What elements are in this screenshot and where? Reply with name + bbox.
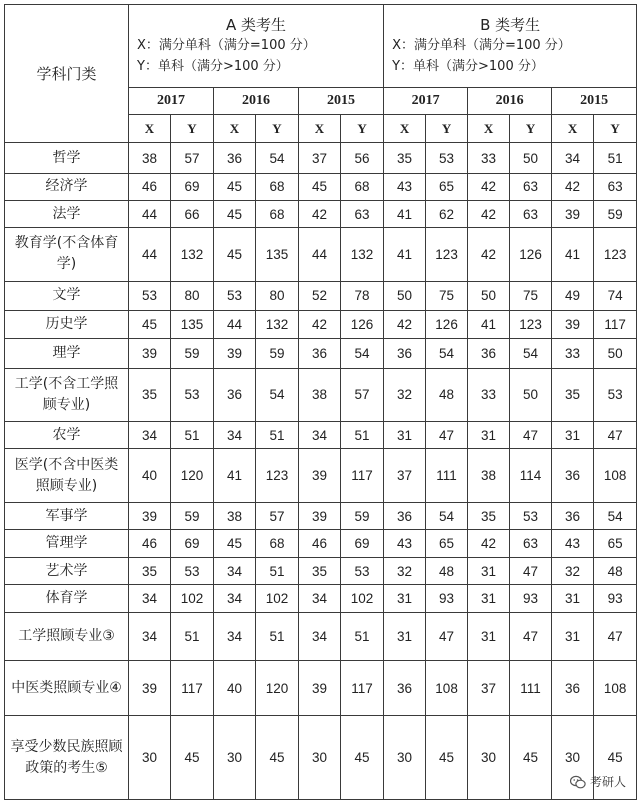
score-cell: 48 (594, 558, 637, 584)
table-row (5, 612, 637, 660)
score-cell: 123 (426, 228, 468, 282)
score-cell: 59 (171, 339, 214, 368)
year-header: 2017 (384, 87, 468, 114)
score-cell: 51 (171, 422, 214, 449)
score-cell: 93 (510, 584, 552, 612)
xy-header: X (299, 115, 341, 143)
score-cell: 65 (426, 173, 468, 200)
score-cell: 68 (256, 173, 299, 200)
score-cell: 132 (171, 228, 214, 282)
table-row (5, 584, 637, 612)
table-row (5, 558, 637, 584)
score-cell: 111 (426, 449, 468, 503)
score-cell: 32 (384, 558, 426, 584)
score-cell: 48 (426, 368, 468, 422)
score-cell: 36 (384, 661, 426, 716)
subject-cell: 享受少数民族照顾政策的考生⑤ (5, 716, 129, 800)
score-cell: 31 (552, 422, 594, 449)
score-cell: 54 (594, 502, 637, 529)
score-cell: 39 (129, 339, 171, 368)
score-cell: 50 (510, 368, 552, 422)
score-cell: 51 (256, 612, 299, 660)
score-cell: 32 (552, 558, 594, 584)
score-cell: 80 (256, 281, 299, 310)
score-cell: 47 (426, 422, 468, 449)
score-cell: 34 (129, 584, 171, 612)
score-cell: 44 (129, 228, 171, 282)
score-cell: 74 (594, 281, 637, 310)
subject-cell: 经济学 (5, 173, 129, 200)
score-cell: 39 (214, 339, 256, 368)
score-cell: 66 (171, 200, 214, 227)
subject-cell: 历史学 (5, 311, 129, 339)
xy-header: Y (341, 115, 384, 143)
score-cell: 126 (341, 311, 384, 339)
score-cell: 36 (552, 661, 594, 716)
score-cell: 36 (552, 502, 594, 529)
score-cell: 69 (171, 173, 214, 200)
group-b-x-desc: X：满分单科（满分=100 分） (392, 37, 571, 53)
score-cell: 42 (299, 311, 341, 339)
xy-header: Y (510, 115, 552, 143)
score-cell: 56 (341, 143, 384, 173)
score-cell: 34 (299, 422, 341, 449)
score-cell: 120 (171, 449, 214, 503)
score-cell: 41 (384, 200, 426, 227)
watermark-text: 考研人 (589, 775, 626, 789)
score-cell: 42 (552, 173, 594, 200)
score-cell: 75 (510, 281, 552, 310)
score-cell: 41 (552, 228, 594, 282)
score-cell: 63 (510, 200, 552, 227)
score-cell: 45 (426, 716, 468, 800)
score-cell: 53 (341, 558, 384, 584)
score-cell: 68 (256, 200, 299, 227)
score-cell: 75 (426, 281, 468, 310)
score-cell: 102 (341, 584, 384, 612)
score-cell: 53 (594, 368, 637, 422)
header-subject-category: 学科门类 (5, 5, 129, 143)
xy-header: Y (171, 115, 214, 143)
score-cell: 31 (468, 422, 510, 449)
year-header: 2015 (552, 87, 637, 114)
score-cell: 34 (299, 612, 341, 660)
score-cell: 35 (129, 558, 171, 584)
group-a-header (129, 5, 384, 88)
score-cell: 42 (468, 173, 510, 200)
table-row (5, 200, 637, 227)
score-cell: 31 (468, 584, 510, 612)
score-cell: 45 (214, 200, 256, 227)
score-cell: 59 (341, 502, 384, 529)
score-cell: 31 (384, 422, 426, 449)
subject-cell: 教育学(不含体育学) (5, 228, 129, 282)
subject-cell: 医学(不含中医类照顾专业) (5, 449, 129, 503)
wechat-icon (570, 775, 586, 789)
score-cell: 42 (468, 228, 510, 282)
group-a-x-desc: X：满分单科（满分=100 分） (137, 37, 316, 53)
subject-cell: 艺术学 (5, 558, 129, 584)
score-cell: 30 (468, 716, 510, 800)
subject-cell: 管理学 (5, 530, 129, 558)
score-cell: 36 (214, 143, 256, 173)
xy-header: Y (256, 115, 299, 143)
score-cell: 37 (468, 661, 510, 716)
score-cell: 114 (510, 449, 552, 503)
xy-header: X (468, 115, 510, 143)
score-cell: 63 (594, 173, 637, 200)
table-row (5, 173, 637, 200)
score-cell: 36 (468, 339, 510, 368)
score-cell: 38 (129, 143, 171, 173)
score-cell: 51 (256, 422, 299, 449)
score-cell: 39 (552, 311, 594, 339)
subject-cell: 工学(不含工学照顾专业) (5, 368, 129, 422)
score-cell: 65 (426, 530, 468, 558)
table-row (5, 422, 637, 449)
score-cell: 123 (594, 228, 637, 282)
score-cell: 68 (256, 530, 299, 558)
score-cell: 135 (171, 311, 214, 339)
score-cell: 65 (594, 530, 637, 558)
score-cell: 39 (299, 502, 341, 529)
table-row (5, 368, 637, 422)
score-cell: 38 (214, 502, 256, 529)
score-cell: 34 (214, 422, 256, 449)
score-cell: 31 (384, 612, 426, 660)
score-cell: 46 (129, 530, 171, 558)
score-cell: 53 (510, 502, 552, 529)
score-cell: 51 (256, 558, 299, 584)
score-cell: 68 (341, 173, 384, 200)
table-row (5, 449, 637, 503)
group-b-y-desc: Y：单科（满分>100 分） (392, 58, 544, 74)
score-cell: 49 (552, 281, 594, 310)
score-cell: 63 (341, 200, 384, 227)
score-cell: 51 (171, 612, 214, 660)
score-cell: 45 (214, 228, 256, 282)
subject-cell: 体育学 (5, 584, 129, 612)
xy-header: Y (426, 115, 468, 143)
score-cell: 42 (384, 311, 426, 339)
score-cell: 32 (384, 368, 426, 422)
score-cell: 93 (594, 584, 637, 612)
score-cell: 35 (299, 558, 341, 584)
score-cell: 102 (171, 584, 214, 612)
score-cell: 39 (129, 502, 171, 529)
score-cell: 31 (468, 558, 510, 584)
score-cell: 30 (129, 716, 171, 800)
xy-header: X (214, 115, 256, 143)
score-cell: 63 (510, 173, 552, 200)
subject-cell: 中医类照顾专业④ (5, 661, 129, 716)
score-cell: 50 (594, 339, 637, 368)
score-cell: 37 (299, 143, 341, 173)
score-cell: 35 (129, 368, 171, 422)
score-cell: 37 (384, 449, 426, 503)
subject-cell: 法学 (5, 200, 129, 227)
score-cell: 135 (256, 228, 299, 282)
score-cell: 39 (552, 200, 594, 227)
table-row (5, 530, 637, 558)
score-cell: 47 (510, 558, 552, 584)
score-cell: 63 (510, 530, 552, 558)
table-row (5, 143, 637, 173)
score-cell: 53 (171, 558, 214, 584)
table-row (5, 716, 637, 800)
score-cell: 45 (214, 530, 256, 558)
score-cell: 117 (171, 661, 214, 716)
score-cell: 93 (426, 584, 468, 612)
score-cell: 45 (299, 173, 341, 200)
score-cell: 40 (214, 661, 256, 716)
score-cell: 35 (384, 143, 426, 173)
table-row (5, 228, 637, 282)
score-cell: 53 (214, 281, 256, 310)
xy-header: Y (594, 115, 637, 143)
score-cell: 108 (426, 661, 468, 716)
score-cell: 47 (510, 612, 552, 660)
score-cell: 59 (171, 502, 214, 529)
score-cell: 45 (510, 716, 552, 800)
score-table (4, 4, 637, 800)
score-cell: 46 (299, 530, 341, 558)
score-cell: 41 (384, 228, 426, 282)
group-b-header (384, 5, 637, 88)
table-row (5, 311, 637, 339)
xy-header: X (384, 115, 426, 143)
score-cell: 53 (426, 143, 468, 173)
score-cell: 45 (214, 173, 256, 200)
score-cell: 31 (552, 612, 594, 660)
score-cell: 57 (171, 143, 214, 173)
score-cell: 111 (510, 661, 552, 716)
score-cell: 43 (552, 530, 594, 558)
score-cell: 132 (341, 228, 384, 282)
score-cell: 117 (341, 661, 384, 716)
score-cell: 34 (129, 612, 171, 660)
subject-cell: 文学 (5, 281, 129, 310)
score-cell: 62 (426, 200, 468, 227)
score-cell: 36 (384, 339, 426, 368)
score-cell: 51 (341, 612, 384, 660)
score-cell: 51 (341, 422, 384, 449)
score-cell: 51 (594, 143, 637, 173)
table-row (5, 502, 637, 529)
score-cell: 47 (510, 422, 552, 449)
score-cell: 43 (384, 173, 426, 200)
score-cell: 50 (510, 143, 552, 173)
score-cell: 31 (384, 584, 426, 612)
score-cell: 117 (594, 311, 637, 339)
score-cell: 34 (214, 584, 256, 612)
year-header: 2015 (299, 87, 384, 114)
subject-cell: 理学 (5, 339, 129, 368)
score-cell: 57 (341, 368, 384, 422)
score-cell: 34 (214, 612, 256, 660)
score-cell: 44 (129, 200, 171, 227)
score-cell: 31 (468, 612, 510, 660)
score-cell: 50 (468, 281, 510, 310)
score-cell: 80 (171, 281, 214, 310)
watermark (570, 773, 626, 790)
score-cell: 123 (510, 311, 552, 339)
score-cell: 40 (129, 449, 171, 503)
score-cell: 33 (552, 339, 594, 368)
xy-header: X (129, 115, 171, 143)
score-cell: 54 (341, 339, 384, 368)
subject-cell: 工学照顾专业③ (5, 612, 129, 660)
group-b-title: B 类考生 (480, 15, 541, 34)
score-cell: 47 (426, 612, 468, 660)
score-cell: 39 (129, 661, 171, 716)
score-cell: 36 (214, 368, 256, 422)
score-cell: 59 (594, 200, 637, 227)
year-header: 2016 (214, 87, 299, 114)
score-cell: 57 (256, 502, 299, 529)
score-cell: 54 (426, 502, 468, 529)
score-cell: 45 (594, 716, 637, 800)
score-cell: 42 (468, 530, 510, 558)
score-cell: 42 (299, 200, 341, 227)
score-cell: 102 (256, 584, 299, 612)
score-cell: 117 (341, 449, 384, 503)
score-cell: 34 (552, 143, 594, 173)
score-cell: 36 (299, 339, 341, 368)
score-cell: 30 (552, 716, 594, 800)
score-cell: 35 (468, 502, 510, 529)
score-cell: 54 (510, 339, 552, 368)
score-cell: 108 (594, 449, 637, 503)
score-cell: 50 (384, 281, 426, 310)
score-cell: 126 (510, 228, 552, 282)
score-cell: 45 (129, 311, 171, 339)
score-cell: 54 (256, 368, 299, 422)
group-a-title: A 类考生 (226, 15, 287, 34)
table-row (5, 661, 637, 716)
score-cell: 30 (214, 716, 256, 800)
score-cell: 34 (129, 422, 171, 449)
score-cell: 48 (426, 558, 468, 584)
score-cell: 41 (214, 449, 256, 503)
score-cell: 54 (256, 143, 299, 173)
score-cell: 31 (552, 584, 594, 612)
score-cell: 42 (468, 200, 510, 227)
score-cell: 34 (214, 558, 256, 584)
score-cell: 38 (468, 449, 510, 503)
score-cell: 47 (594, 612, 637, 660)
score-cell: 53 (129, 281, 171, 310)
score-cell: 69 (171, 530, 214, 558)
group-a-y-desc: Y：单科（满分>100 分） (137, 58, 289, 74)
score-cell: 52 (299, 281, 341, 310)
score-cell: 39 (299, 449, 341, 503)
score-cell: 44 (299, 228, 341, 282)
score-cell: 123 (256, 449, 299, 503)
xy-header: X (552, 115, 594, 143)
score-cell: 59 (256, 339, 299, 368)
table-row (5, 339, 637, 368)
table-row (5, 281, 637, 310)
score-cell: 41 (468, 311, 510, 339)
subject-cell: 哲学 (5, 143, 129, 173)
score-cell: 45 (341, 716, 384, 800)
score-cell: 30 (299, 716, 341, 800)
year-header: 2016 (468, 87, 552, 114)
score-cell: 54 (426, 339, 468, 368)
score-cell: 36 (384, 502, 426, 529)
score-cell: 33 (468, 143, 510, 173)
score-cell: 35 (552, 368, 594, 422)
score-cell: 120 (256, 661, 299, 716)
score-cell: 30 (384, 716, 426, 800)
score-cell: 38 (299, 368, 341, 422)
score-cell: 43 (384, 530, 426, 558)
year-header: 2017 (129, 87, 214, 114)
score-cell: 53 (171, 368, 214, 422)
score-cell: 36 (552, 449, 594, 503)
score-cell: 45 (171, 716, 214, 800)
score-cell: 126 (426, 311, 468, 339)
score-cell: 78 (341, 281, 384, 310)
subject-cell: 农学 (5, 422, 129, 449)
subject-cell: 军事学 (5, 502, 129, 529)
score-cell: 33 (468, 368, 510, 422)
score-cell: 39 (299, 661, 341, 716)
score-cell: 34 (299, 584, 341, 612)
score-cell: 69 (341, 530, 384, 558)
score-cell: 132 (256, 311, 299, 339)
score-cell: 46 (129, 173, 171, 200)
score-cell: 108 (594, 661, 637, 716)
score-cell: 45 (256, 716, 299, 800)
score-cell: 44 (214, 311, 256, 339)
score-cell: 47 (594, 422, 637, 449)
